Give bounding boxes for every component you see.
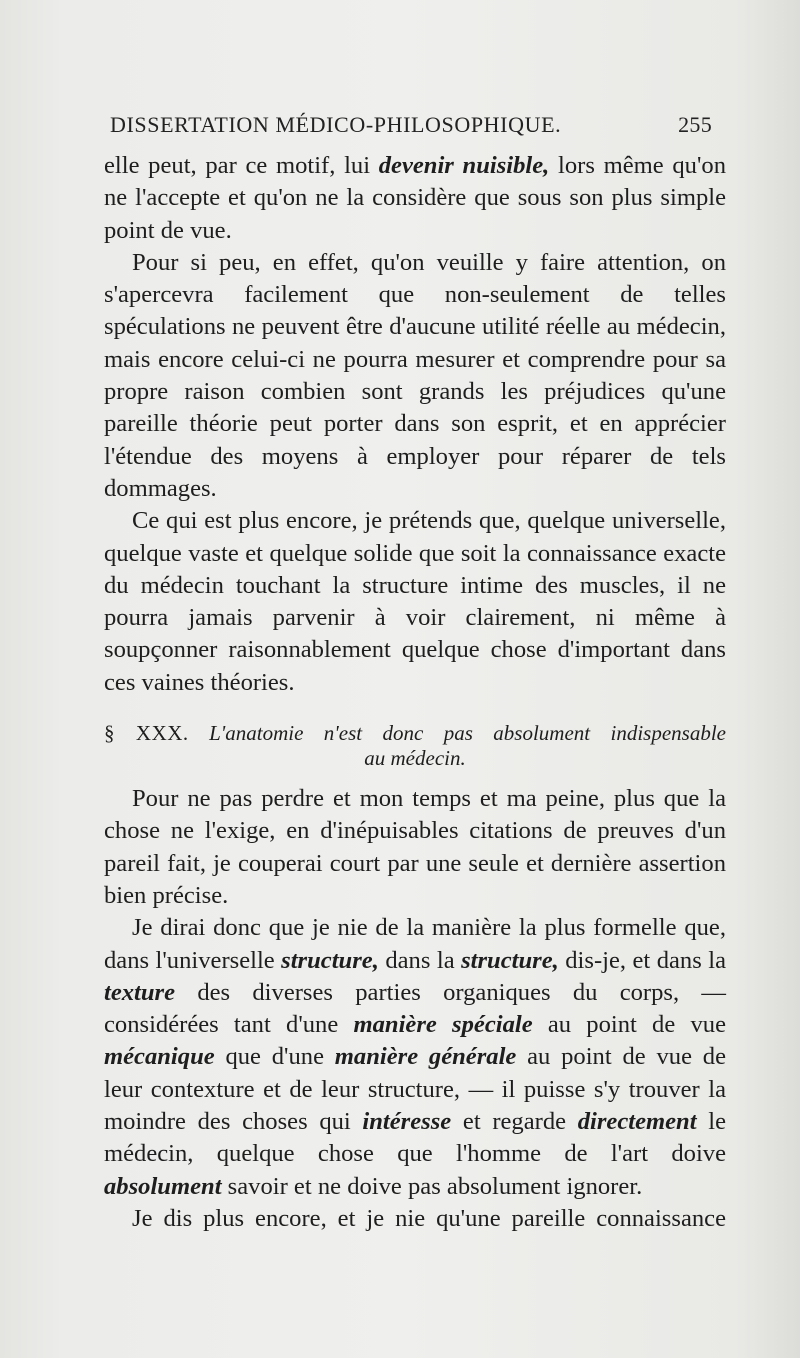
text-run: des diverses parties organiques du corps, — considérées tant d'une xyxy=(104,978,726,1039)
emphasis: manière spéciale xyxy=(353,1011,533,1039)
body-text xyxy=(104,150,726,1235)
paragraph: Je dis plus encore, et je nie qu'une pareille connaissance xyxy=(132,1204,726,1232)
emphasis: manière générale xyxy=(334,1043,517,1071)
text-run: au point de vue de leur contexture et de leur structure, — il puisse s'y trouver la moindre des choses qui xyxy=(104,1043,726,1136)
paragraph: Ce qui est plus encore, je prétends que, quelque universelle, quelque vaste et quelque solide que soit la connaissance exacte du médecin touchant la structure intime des muscles, il ne pourra jamais parvenir à voir clairement, ni même à soupçonner raisonnablement quelque chose d'important dans ces vaines théories. xyxy=(104,507,726,696)
text-run: et regarde xyxy=(451,1108,578,1136)
text-run: dans la xyxy=(378,946,462,974)
emphasis: directement xyxy=(577,1108,697,1136)
emphasis: structure, xyxy=(461,946,559,974)
text-run: lors même qu'on ne l'accepte et qu'on ne la considère que sous son plus simple point de vue. xyxy=(104,152,727,244)
text-run: savoir et ne doive pas absolument ignorer. xyxy=(221,1172,643,1200)
text-run: au point de vue xyxy=(532,1011,726,1039)
emphasis: texture xyxy=(104,978,176,1006)
text-run: elle peut, par ce motif, lui xyxy=(104,152,379,179)
running-title: DISSERTATION MÉDICO-PHILOSOPHIQUE. xyxy=(110,112,562,137)
section-number: § XXX. xyxy=(104,721,189,746)
paragraph: Pour ne pas perdre et mon temps et ma peine, plus que la chose ne l'exige, en d'inépuisables citations de preuves d'un pareil fait, je couperai court par une seule et dernière assertion bien précise. xyxy=(104,785,726,909)
text-run: que d'une xyxy=(214,1043,335,1071)
emphasis: devenir nuisible, xyxy=(378,152,550,179)
emphasis: structure, xyxy=(281,946,379,974)
paragraph xyxy=(104,912,726,1203)
emphasis: mécanique xyxy=(104,1043,215,1071)
text-run: Je dirai donc que je nie de la manière la plus formelle que, dans l'universelle xyxy=(104,914,726,974)
text-run: le médecin, quelque chose que l'homme de l'art doive xyxy=(104,1108,726,1168)
paragraph: Pour si peu, en effet, qu'on veuille y faire attention, on s'apercevra facilement que non-seulement de telles spéculations ne peuvent être d'aucune utilité réelle au médecin, mais encore celui-ci ne pourra mesurer et comprendre pour sa propre raison combien sont grands les préjudices qu'une pareille théorie peut porter dans son esprit, et en apprécier l'étendue des moyens à employer pour réparer de tels dommages. xyxy=(104,248,726,502)
text-run: dis-je, et dans la xyxy=(558,946,726,974)
section-title: L'anatomie n'est donc pas absolument indispensable xyxy=(209,721,727,746)
running-header xyxy=(110,112,712,138)
page-number: 255 xyxy=(678,112,712,137)
emphasis: intéresse xyxy=(362,1108,452,1136)
section-heading xyxy=(104,721,726,771)
section-title-continued: au médecin. xyxy=(364,746,466,771)
emphasis: absolument xyxy=(104,1172,222,1200)
paragraph-continuation xyxy=(104,150,726,247)
